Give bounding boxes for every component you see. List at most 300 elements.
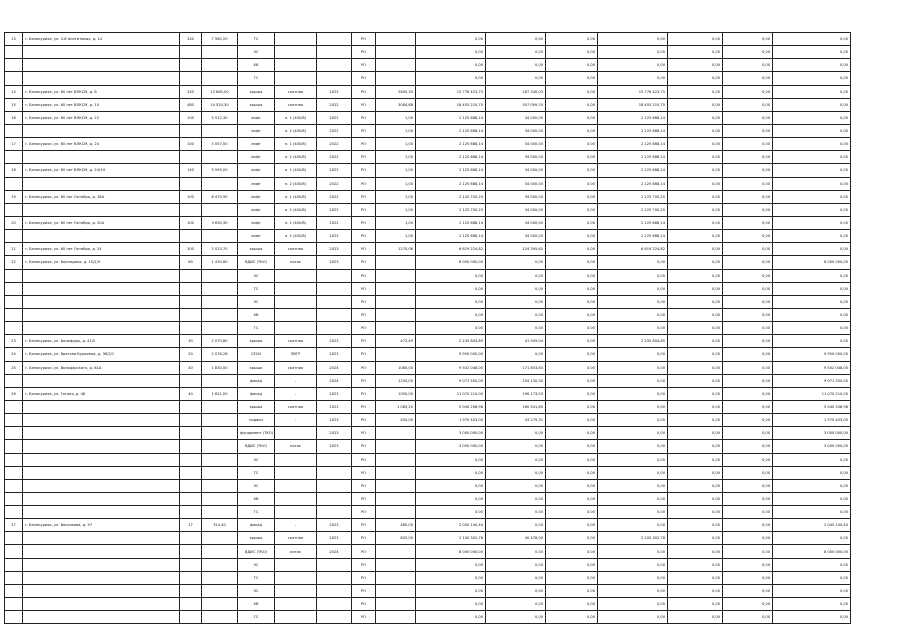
cell-cost-col-3: 0,00: [598, 308, 668, 321]
cell-area: [202, 322, 238, 335]
cell-work-type: фасад: [238, 387, 275, 400]
cell-cost-col-4: 0,00: [668, 243, 723, 256]
cell-volume: [376, 282, 416, 295]
cell-row-number: [5, 151, 23, 164]
cell-method: РО: [352, 282, 376, 295]
cell-area: [202, 374, 238, 387]
cell-work-kind: -: [275, 374, 317, 387]
cell-volume: [376, 269, 416, 282]
cell-volume: [376, 506, 416, 519]
cell-cost-col-2: 0,00: [546, 558, 598, 571]
cell-work-year: 2022: [317, 98, 352, 111]
cell-cost-col-4: 0,00: [668, 151, 723, 164]
cell-build-year: [180, 466, 202, 479]
cell-row-number: [5, 269, 23, 282]
cell-cost-col-3: 0,00: [598, 492, 668, 505]
cell-cost-col-2: 0,00: [546, 177, 598, 190]
cell-work-kind: скатная: [275, 335, 317, 348]
cell-cost-col-5: 0,00: [723, 98, 773, 111]
cell-cost-col-4: 0,00: [668, 282, 723, 295]
table-row: [5, 322, 851, 335]
table-row: [5, 230, 851, 243]
cell-area: 3 630,30: [202, 216, 238, 229]
cell-area: [202, 492, 238, 505]
cell-work-year: [317, 33, 352, 46]
cell-cost-col-4: 0,00: [668, 335, 723, 348]
cell-work-year: [317, 282, 352, 295]
cell-cost-col-6: 0,00: [773, 216, 851, 229]
cell-cost-col-6: 0,00: [773, 558, 851, 571]
cell-cost-col-4: 0,00: [668, 374, 723, 387]
cell-build-year: 60: [180, 256, 202, 269]
cell-method: РО: [352, 532, 376, 545]
cell-cost: 0,00: [416, 308, 486, 321]
cell-method: РО: [352, 256, 376, 269]
cell-address: [23, 295, 180, 308]
cell-row-number: [5, 72, 23, 85]
cell-volume: [376, 584, 416, 597]
cell-method: РО: [352, 584, 376, 597]
cell-work-kind: п. 2 (400/8): [275, 230, 317, 243]
cell-cost: 2 125 700,25: [416, 190, 486, 203]
cell-address: [23, 269, 180, 282]
cell-cost-col-6: 0,00: [773, 72, 851, 85]
cell-volume: 805,00: [376, 532, 416, 545]
cell-row-number: [5, 545, 23, 558]
cell-method: РО: [352, 348, 376, 361]
cell-build-year: [180, 269, 202, 282]
table-row: [5, 348, 851, 361]
table-row: [5, 46, 851, 59]
cell-address: [23, 46, 180, 59]
cell-address: [23, 230, 180, 243]
cell-cost: 2 125 688,14: [416, 177, 486, 190]
cell-area: [202, 571, 238, 584]
cell-work-kind: [275, 282, 317, 295]
cell-volume: [376, 348, 416, 361]
cell-build-year: [180, 124, 202, 137]
cell-method: РО: [352, 374, 376, 387]
cell-cost-col-6: 0,00: [773, 308, 851, 321]
table-row: [5, 611, 851, 624]
cell-cost-col-6: 8 000 000,00: [773, 545, 851, 558]
cell-area: [202, 203, 238, 216]
cell-cost-col-2: 0,00: [546, 308, 598, 321]
cell-cost: 0,00: [416, 322, 486, 335]
cell-cost-col-6: 0,00: [773, 177, 851, 190]
cell-cost-col-2: 0,00: [546, 335, 598, 348]
cell-address: [23, 203, 180, 216]
cell-row-number: 17: [5, 138, 23, 151]
cell-cost-col-1: 0,00: [486, 46, 546, 59]
cell-row-number: [5, 492, 23, 505]
cell-work-year: 2022: [317, 164, 352, 177]
cell-work-kind: [275, 427, 317, 440]
cell-work-type: ЭС: [238, 584, 275, 597]
cell-cost-col-6: 0,00: [773, 138, 851, 151]
cell-volume: [376, 440, 416, 453]
cell-cost-col-6: 11 070 210,00: [773, 387, 851, 400]
cell-cost-col-2: 0,00: [546, 98, 598, 111]
cell-area: 14 520,30: [202, 98, 238, 111]
cell-work-kind: п. 2 (400/8): [275, 203, 317, 216]
cell-work-type: СЕСИ: [238, 348, 275, 361]
cell-work-year: 2022: [317, 230, 352, 243]
cell-method: РО: [352, 85, 376, 98]
cell-work-kind: скатная: [275, 361, 317, 374]
cell-area: 6 470,90: [202, 190, 238, 203]
cell-build-year: [180, 598, 202, 611]
cell-cost: 2 100 302,78: [416, 532, 486, 545]
cell-cost-col-5: 0,00: [723, 453, 773, 466]
cell-cost-col-6: 0,00: [773, 124, 851, 137]
cell-cost: 0,00: [416, 33, 486, 46]
cell-work-year: [317, 308, 352, 321]
cell-address: г. Белокуриха, ул. 60 лет ВЛКСМ, д. 22: [23, 111, 180, 124]
cell-method: РО: [352, 361, 376, 374]
cell-cost-col-4: 0,00: [668, 466, 723, 479]
cell-cost-col-6: 0,00: [773, 479, 851, 492]
cell-work-year: 2023: [317, 387, 352, 400]
cell-cost-col-1: 0,00: [486, 322, 546, 335]
cell-work-type: ВДИС (ТКО): [238, 545, 275, 558]
cell-volume: [376, 558, 416, 571]
cell-cost-col-4: 0,00: [668, 190, 723, 203]
cell-work-kind: [275, 479, 317, 492]
cell-area: [202, 414, 238, 427]
cell-cost-col-1: 0,00: [486, 427, 546, 440]
cell-cost-col-5: 0,00: [723, 33, 773, 46]
cell-cost-col-4: 0,00: [668, 571, 723, 584]
cell-cost: 8 000 000,00: [416, 545, 486, 558]
cell-cost-col-5: 0,00: [723, 308, 773, 321]
cell-method: РО: [352, 59, 376, 72]
cell-area: [202, 72, 238, 85]
cell-build-year: [180, 532, 202, 545]
cell-cost-col-2: 0,00: [546, 216, 598, 229]
cell-address: [23, 545, 180, 558]
cell-address: [23, 440, 180, 453]
cell-area: [202, 584, 238, 597]
cell-area: 2 070,60: [202, 335, 238, 348]
cell-address: [23, 506, 180, 519]
cell-area: [202, 177, 238, 190]
cell-cost: 0,00: [416, 466, 486, 479]
cell-work-kind: лоток: [275, 256, 317, 269]
cell-area: [202, 124, 238, 137]
cell-work-year: [317, 453, 352, 466]
cell-cost-col-2: 0,00: [546, 243, 598, 256]
cell-cost: 2 235 804,85: [416, 335, 486, 348]
table-row: [5, 98, 851, 111]
cell-cost-col-4: 0,00: [668, 308, 723, 321]
cell-cost-col-6: 0,00: [773, 532, 851, 545]
cell-work-year: 2023: [317, 519, 352, 532]
cell-work-year: 2022: [317, 177, 352, 190]
cell-work-kind: скатная: [275, 532, 317, 545]
cell-volume: 1250,00: [376, 374, 416, 387]
cell-cost-col-2: 0,00: [546, 230, 598, 243]
cell-row-number: [5, 440, 23, 453]
cell-cost-col-5: 0,00: [723, 85, 773, 98]
cell-work-year: 2022: [317, 203, 352, 216]
cell-method: РО: [352, 295, 376, 308]
cell-cost-col-6: 0,00: [773, 203, 851, 216]
cell-cost-col-3: 0,00: [598, 322, 668, 335]
table-row: [5, 124, 851, 137]
cell-build-year: 240: [180, 33, 202, 46]
cell-address: г. Белокуриха, ул. 60 лет ВЛКСМ, д. 8: [23, 85, 180, 98]
table-row: [5, 532, 851, 545]
cell-cost-col-3: 2 235 804,85: [598, 335, 668, 348]
cell-build-year: [180, 322, 202, 335]
cell-method: РО: [352, 230, 376, 243]
cell-cost-col-6: 0,00: [773, 164, 851, 177]
cell-work-kind: лоток: [275, 440, 317, 453]
cell-cost-col-1: 34 000,00: [486, 216, 546, 229]
cell-address: г. Белокуриха, ул. Братьев Бурковых, д. 36/2/1: [23, 348, 180, 361]
cell-cost-col-3: 0,00: [598, 453, 668, 466]
table-row: [5, 479, 851, 492]
cell-build-year: [180, 584, 202, 597]
cell-volume: [376, 72, 416, 85]
cell-cost-col-4: 0,00: [668, 519, 723, 532]
cell-method: РО: [352, 177, 376, 190]
cell-cost-col-5: 0,00: [723, 532, 773, 545]
cell-cost-col-5: 0,00: [723, 492, 773, 505]
cell-cost-col-5: 0,00: [723, 256, 773, 269]
cell-cost-col-3: 6 619 224,82: [598, 243, 668, 256]
cell-area: 13 680,00: [202, 85, 238, 98]
cell-cost: 0,00: [416, 269, 486, 282]
cell-address: [23, 414, 180, 427]
cell-work-year: 2022: [317, 111, 352, 124]
cell-work-kind: п. 2 (400/8): [275, 151, 317, 164]
cell-method: РО: [352, 479, 376, 492]
cell-row-number: 27: [5, 519, 23, 532]
cell-cost-col-2: 0,00: [546, 111, 598, 124]
table-row: [5, 33, 851, 46]
cell-work-kind: [275, 571, 317, 584]
cell-method: РО: [352, 335, 376, 348]
cell-cost-col-4: 0,00: [668, 506, 723, 519]
cell-work-kind: [275, 453, 317, 466]
cell-cost-col-5: 0,00: [723, 584, 773, 597]
cell-cost-col-5: 0,00: [723, 400, 773, 413]
cell-cost-col-2: 0,00: [546, 164, 598, 177]
cell-cost-col-4: 0,00: [668, 348, 723, 361]
cell-area: 1 830,00: [202, 361, 238, 374]
cell-method: РО: [352, 203, 376, 216]
table-row: [5, 453, 851, 466]
cell-cost: 0,00: [416, 479, 486, 492]
cell-work-kind: п. 1 (400/8): [275, 216, 317, 229]
cell-cost: 2 125 688,14: [416, 151, 486, 164]
cell-area: 2 023,70: [202, 243, 238, 256]
table-row: [5, 466, 851, 479]
cell-cost-col-1: 196 173,53: [486, 387, 546, 400]
cell-method: РО: [352, 440, 376, 453]
cell-cost-col-2: 0,00: [546, 598, 598, 611]
cell-cost-col-2: 0,00: [546, 138, 598, 151]
cell-cost-col-5: 0,00: [723, 216, 773, 229]
cell-cost-col-2: 0,00: [546, 269, 598, 282]
cell-work-type: фасад: [238, 374, 275, 387]
cell-cost-col-5: 0,00: [723, 414, 773, 427]
cell-volume: [376, 545, 416, 558]
cell-row-number: [5, 203, 23, 216]
cell-build-year: [180, 414, 202, 427]
cell-cost-col-1: 34 000,00: [486, 151, 546, 164]
cell-cost: 9 071 550,00: [416, 374, 486, 387]
table-row: [5, 151, 851, 164]
cell-cost-col-1: 34 000,00: [486, 111, 546, 124]
table-row: [5, 282, 851, 295]
cell-cost-col-1: 0,00: [486, 348, 546, 361]
cell-work-year: [317, 506, 352, 519]
cell-work-year: [317, 295, 352, 308]
cell-cost-col-1: 254 130,30: [486, 374, 546, 387]
cell-cost-col-1: 34 000,00: [486, 203, 546, 216]
cell-cost-col-4: 0,00: [668, 46, 723, 59]
cell-cost: 5 040 208,98: [416, 400, 486, 413]
cell-cost: 9 502 048,00: [416, 361, 486, 374]
cell-cost: 2 125 688,14: [416, 138, 486, 151]
cell-cost-col-3: 2 125 688,14: [598, 124, 668, 137]
cell-row-number: 13: [5, 33, 23, 46]
cell-cost-col-4: 0,00: [668, 322, 723, 335]
cell-address: г. Белокуриха, ул. Белофуры, д. 41/2: [23, 335, 180, 348]
table-row: [5, 400, 851, 413]
table-row: [5, 111, 851, 124]
cell-cost-col-3: 0,00: [598, 506, 668, 519]
cell-address: [23, 558, 180, 571]
cell-method: РО: [352, 216, 376, 229]
cell-cost-col-2: 0,00: [546, 427, 598, 440]
cell-cost-col-5: 0,00: [723, 361, 773, 374]
cell-method: РО: [352, 387, 376, 400]
table-row: [5, 190, 851, 203]
cell-row-number: 26: [5, 387, 23, 400]
cell-cost: 0,00: [416, 584, 486, 597]
cell-work-year: [317, 72, 352, 85]
cell-method: РО: [352, 33, 376, 46]
cell-cost: 2 125 688,14: [416, 216, 486, 229]
cell-cost-col-4: 0,00: [668, 33, 723, 46]
cell-build-year: 480: [180, 98, 202, 111]
table-row: [5, 571, 851, 584]
cell-row-number: [5, 506, 23, 519]
cell-cost-col-3: 0,00: [598, 598, 668, 611]
cell-cost-col-4: 0,00: [668, 427, 723, 440]
cell-cost-col-6: 9 950 000,00: [773, 348, 851, 361]
cell-cost-col-6: 0,00: [773, 282, 851, 295]
cell-cost-col-6: 0,00: [773, 584, 851, 597]
cell-cost-col-5: 0,00: [723, 598, 773, 611]
table-row: [5, 72, 851, 85]
cell-work-type: ЭС: [238, 46, 275, 59]
table-row: [5, 414, 851, 427]
cell-build-year: 30: [180, 335, 202, 348]
cell-method: РО: [352, 466, 376, 479]
cell-cost-col-6: 3 000 000,00: [773, 440, 851, 453]
cell-cost: 0,00: [416, 453, 486, 466]
cell-address: [23, 308, 180, 321]
cell-volume: 1,00: [376, 203, 416, 216]
cell-cost-col-3: 0,00: [598, 519, 668, 532]
cell-address: [23, 59, 180, 72]
cell-cost-col-1: 0,00: [486, 598, 546, 611]
cell-cost-col-6: 3 000 000,00: [773, 427, 851, 440]
cell-cost-col-5: 0,00: [723, 479, 773, 492]
cell-work-kind: [275, 466, 317, 479]
cell-area: 1 621,00: [202, 387, 238, 400]
cell-area: [202, 506, 238, 519]
cell-address: [23, 479, 180, 492]
cell-cost-col-1: 0,00: [486, 519, 546, 532]
cell-work-type: ХВ: [238, 598, 275, 611]
cell-cost-col-6: 0,00: [773, 295, 851, 308]
cell-cost-col-5: 0,00: [723, 111, 773, 124]
cell-volume: 1,00: [376, 138, 416, 151]
cell-address: [23, 532, 180, 545]
cell-method: РО: [352, 111, 376, 124]
cell-work-kind: [275, 611, 317, 624]
cell-work-year: [317, 611, 352, 624]
cell-cost-col-1: 287 340,03: [486, 85, 546, 98]
cell-work-type: крыша: [238, 85, 275, 98]
cell-cost-col-6: 0,00: [773, 466, 851, 479]
cell-cost-col-5: 0,00: [723, 295, 773, 308]
table-row: [5, 387, 851, 400]
cell-cost-col-1: 0,00: [486, 479, 546, 492]
cell-cost-col-4: 0,00: [668, 387, 723, 400]
cell-method: РО: [352, 124, 376, 137]
cell-work-year: 2024: [317, 545, 352, 558]
cell-work-type: крыша: [238, 400, 275, 413]
cell-method: РО: [352, 558, 376, 571]
cell-area: [202, 598, 238, 611]
cell-address: [23, 453, 180, 466]
cell-cost: 2 045 140,40: [416, 519, 486, 532]
cell-work-type: ЭС: [238, 479, 275, 492]
cell-build-year: 100: [180, 190, 202, 203]
cell-volume: [376, 427, 416, 440]
cell-volume: 450,00: [376, 414, 416, 427]
cell-address: г. Белокуриха, ул. 60 лет Октября, д. 18А: [23, 190, 180, 203]
cell-cost-col-5: 0,00: [723, 611, 773, 624]
cell-cost-col-3: 0,00: [598, 387, 668, 400]
table-row: [5, 269, 851, 282]
cell-cost-col-5: 0,00: [723, 138, 773, 151]
cell-work-type: ЭС: [238, 269, 275, 282]
cell-work-type: ЭС: [238, 558, 275, 571]
cell-work-kind: -: [275, 414, 317, 427]
cell-address: [23, 492, 180, 505]
cell-build-year: [180, 506, 202, 519]
cell-build-year: [180, 308, 202, 321]
cell-cost-col-2: 0,00: [546, 33, 598, 46]
cell-cost-col-1: 0,00: [486, 466, 546, 479]
cell-cost-col-6: 0,00: [773, 151, 851, 164]
cell-cost: 18 455 210,75: [416, 98, 486, 111]
cell-work-kind: п. 1 (400/8): [275, 190, 317, 203]
cell-volume: 1270,06: [376, 243, 416, 256]
cell-method: РО: [352, 545, 376, 558]
cell-cost-col-6: 0,00: [773, 230, 851, 243]
cell-cost-col-4: 0,00: [668, 492, 723, 505]
cell-address: [23, 72, 180, 85]
